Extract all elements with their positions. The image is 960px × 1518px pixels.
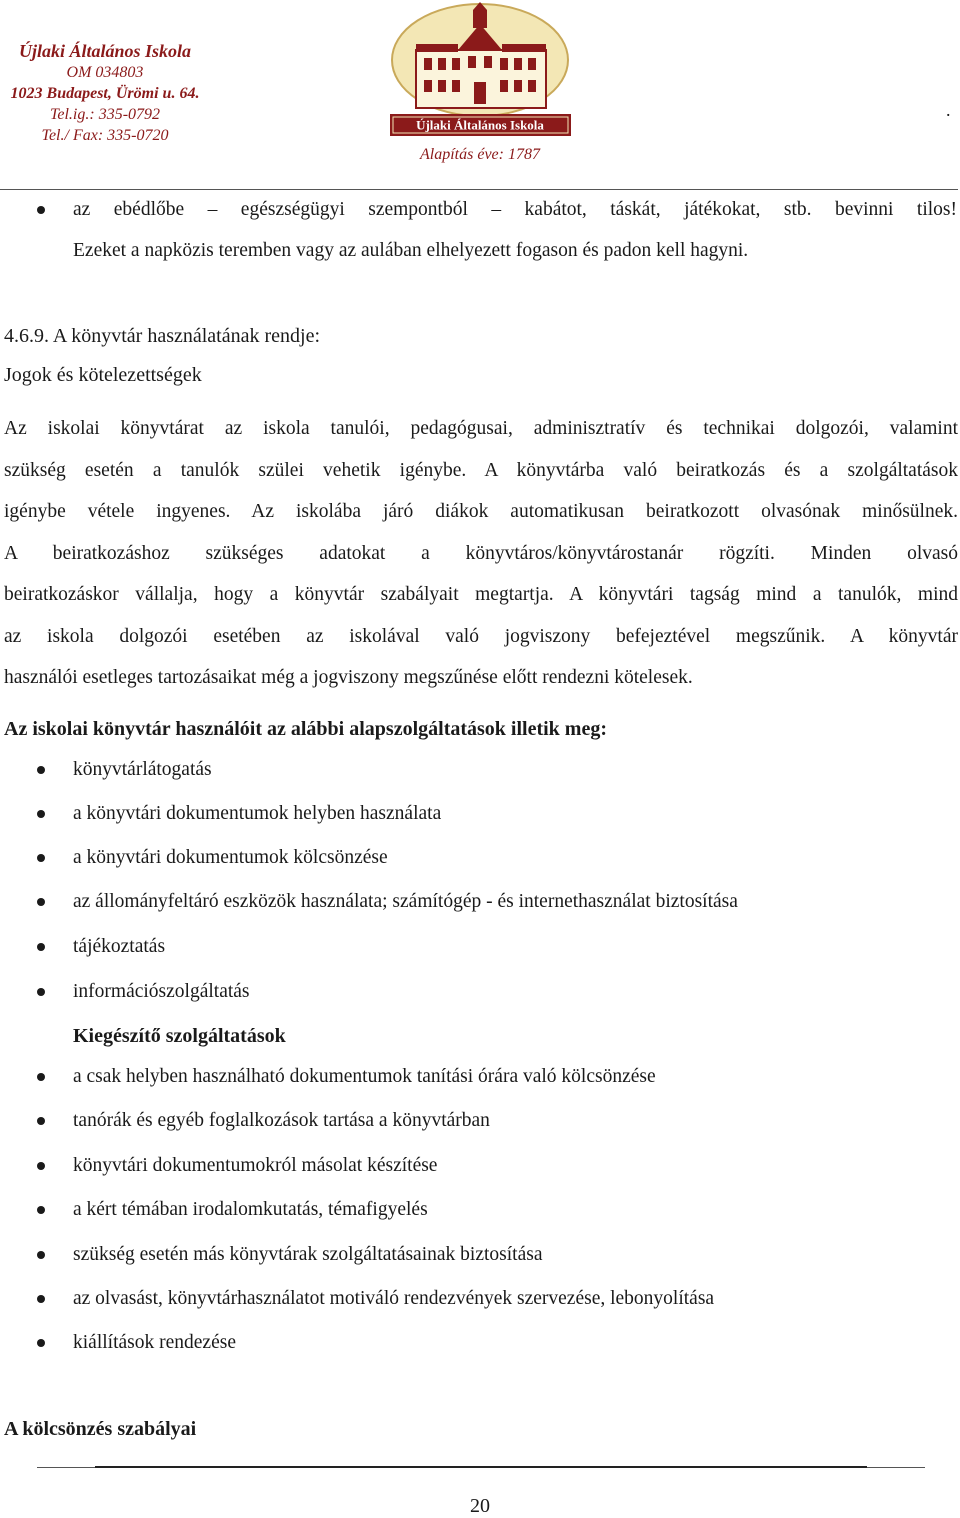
- bullet-icon: [37, 1339, 45, 1347]
- school-address: 1023 Budapest, Ürömi u. 64.: [10, 85, 200, 102]
- bullet-icon: [37, 898, 45, 906]
- page-number: 20: [470, 1495, 490, 1517]
- service-item-text: információszolgáltatás: [73, 981, 250, 1002]
- paragraph-line: beiratkozáskor vállalja, hogy a könyvtár szabályait megtartja. A könyvtári tagság mind a tanulók, mind: [4, 584, 958, 605]
- bullet-icon: [37, 1206, 45, 1214]
- bullet-icon: [37, 1117, 45, 1125]
- service-item-text: az állományfeltáró eszközök használata; számítógép - és internethasználat biztosítása: [73, 891, 738, 912]
- intro-line-2: Ezeket a napközis teremben vagy az aulában elhelyezett fogason és padon kell hagyni.: [73, 240, 749, 261]
- bullet-icon: [37, 1295, 45, 1303]
- library-rules-paragraph: [4, 408, 958, 699]
- service-item-text: könyvtári dokumentumokról másolat készítése: [73, 1155, 438, 1176]
- school-name: Újlaki Általános Iskola: [18, 41, 192, 61]
- intro-line-1: az ebédlőbe – egészségügyi szempontból – kabátot, táskát, játékokat, stb. bevinni tilos!: [73, 199, 957, 220]
- service-item-text: szükség esetén más könyvtárak szolgáltatásainak biztosítása: [73, 1244, 543, 1265]
- paragraph-line: Az iskolai könyvtárat az iskola tanulói, pedagógusai, adminisztratív és technikai dolgozói, valamint: [4, 418, 958, 439]
- bullet-icon: [37, 766, 45, 774]
- supplementary-heading: Kiegészítő szolgáltatások: [73, 1025, 286, 1047]
- list-item: [37, 189, 957, 271]
- paragraph-line: A beiratkozáshoz szükséges adatokat a könyvtáros/könyvtárostanár rögzíti. Minden olvasó: [4, 542, 958, 564]
- bullet-icon: [37, 1073, 45, 1081]
- school-contact-block: [0, 40, 210, 146]
- logo-tower: [473, 10, 487, 28]
- om-number: OM 034803: [66, 64, 144, 81]
- bullet-icon: [37, 988, 45, 996]
- service-item-text: a kért témában irodalomkutatás, témafigyelés: [73, 1199, 428, 1220]
- paragraph-line: szükség esetén a tanulók szülei vehetik igénybe. A könyvtárba való beiratkozás és a szolgáltatások: [4, 459, 958, 481]
- service-item-text: könyvtárlátogatás: [73, 759, 212, 780]
- service-item-text: tájékoztatás: [73, 936, 166, 957]
- bullet-icon: [37, 854, 45, 862]
- bullet-icon: [37, 810, 45, 818]
- services-heading: Az iskolai könyvtár használóit az alábbi alapszolgáltatások illetik meg:: [4, 718, 607, 740]
- founded-year: Alapítás éve: 1787: [420, 146, 540, 163]
- school-logo: [388, 2, 573, 137]
- service-item-text: az olvasást, könyvtárhasználatot motiváló rendezvények szervezése, lebonyolítása: [73, 1288, 715, 1309]
- service-item-text: tanórák és egyéb foglalkozások tartása a könyvtárban: [73, 1110, 490, 1131]
- logo-text: Újlaki Általános Iskola: [416, 117, 544, 133]
- service-item-text: kiállítások rendezése: [73, 1332, 236, 1353]
- paragraph-line: az iskola dolgozói esetében az iskolával való jogviszony befejeztével megszűnik. A könyvtár: [4, 625, 958, 647]
- phone-fax: Tel./ Fax: 335-0720: [41, 127, 169, 144]
- bullet-icon: [37, 1162, 45, 1170]
- phone-principal: Tel.ig.: 335-0792: [49, 106, 161, 123]
- bullet-icon: [37, 943, 45, 951]
- paragraph-line: használói esetleges tartozásaikat még a jogviszony megszűnése előtt rendezni kötelesek.: [4, 667, 693, 688]
- service-item-text: a könyvtári dokumentumok kölcsönzése: [73, 847, 388, 868]
- service-item-text: a csak helyben használható dokumentumok tanítási órára való kölcsönzése: [73, 1066, 656, 1087]
- bullet-icon: [37, 206, 45, 214]
- lending-heading: A kölcsönzés szabályai: [4, 1418, 197, 1440]
- footer-divider: [37, 1467, 925, 1468]
- header-dot: .: [946, 100, 951, 120]
- section-subtitle: Jogok és kötelezettségek: [4, 364, 202, 386]
- section-title: 4.6.9. A könyvtár használatának rendje:: [4, 325, 321, 347]
- paragraph-line: igénybe vétele ingyenes. Az iskolába járó diákok automatikusan beiratkozott olvasónak minősülnek.: [4, 501, 958, 522]
- bullet-icon: [37, 1251, 45, 1259]
- service-item-text: a könyvtári dokumentumok helyben használata: [73, 803, 442, 824]
